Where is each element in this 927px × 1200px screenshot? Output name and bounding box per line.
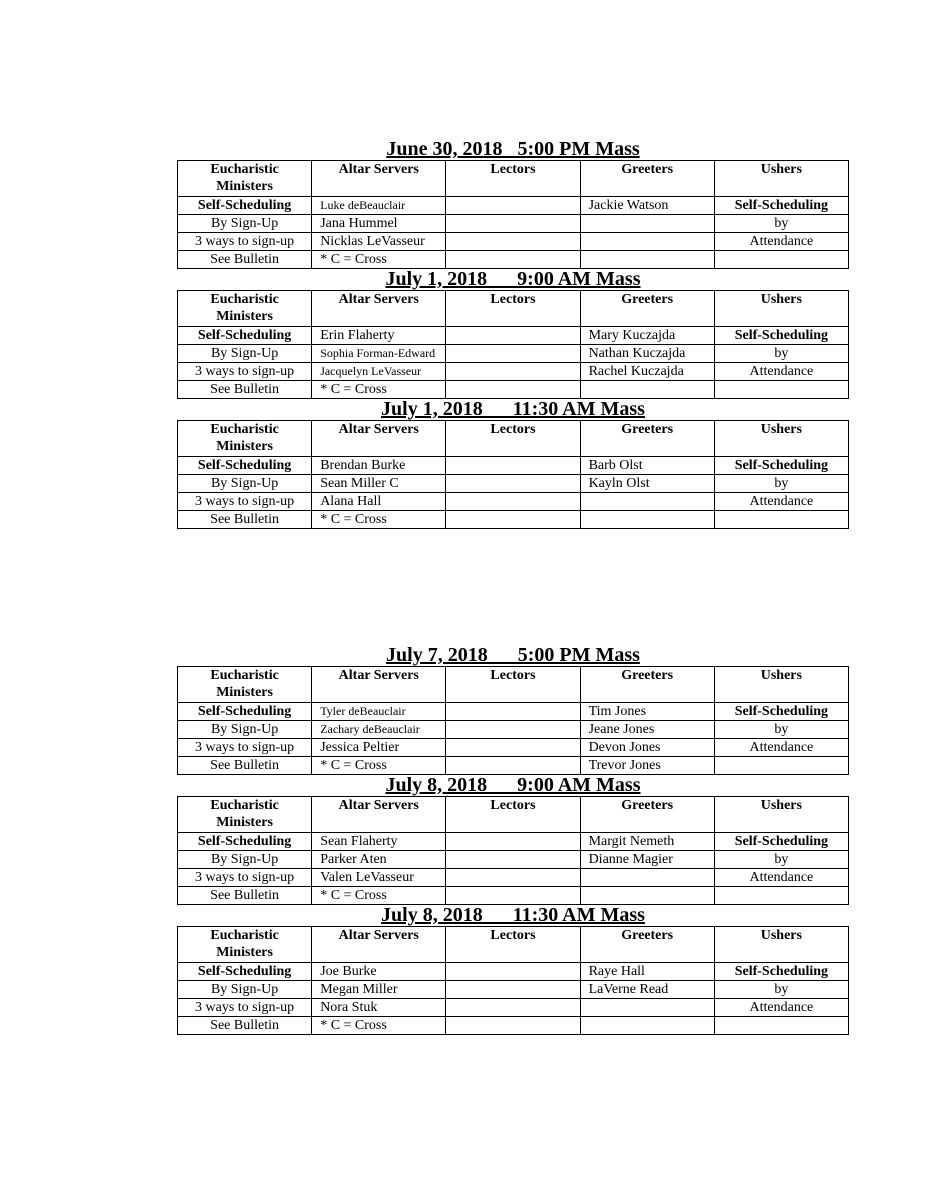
lector-cell <box>446 345 580 363</box>
header-eucharistic-ministers: Eucharistic Ministers <box>178 667 312 703</box>
em-cell: By Sign-Up <box>178 475 312 493</box>
table-row <box>178 493 849 511</box>
em-cell: Self-Scheduling <box>178 197 312 215</box>
usher-cell: Attendance <box>714 739 848 757</box>
altar-server-cell: Sean Miller C <box>312 475 446 493</box>
em-cell: Self-Scheduling <box>178 833 312 851</box>
altar-server-cell: Nora Stuk <box>312 999 446 1017</box>
altar-server-cell: Jacquelyn LeVasseur <box>312 363 446 381</box>
greeter-cell: Nathan Kuczajda <box>580 345 714 363</box>
altar-server-cell: Megan Miller <box>312 981 446 999</box>
table-row <box>178 963 849 981</box>
schedule-group-1 <box>177 139 849 529</box>
table-row <box>178 887 849 905</box>
header-greeters: Greeters <box>580 927 714 963</box>
altar-server-cell: Valen LeVasseur <box>312 869 446 887</box>
greeter-cell: Mary Kuczajda <box>580 327 714 345</box>
table-row <box>178 851 849 869</box>
schedule-table <box>177 420 849 529</box>
table-row <box>178 869 849 887</box>
greeter-cell <box>580 251 714 269</box>
mass-title: July 8, 2018 11:30 AM Mass <box>381 904 645 926</box>
lector-cell <box>446 493 580 511</box>
header-greeters: Greeters <box>580 161 714 197</box>
em-cell: Self-Scheduling <box>178 457 312 475</box>
header-lectors: Lectors <box>446 927 580 963</box>
header-row <box>178 927 849 963</box>
usher-cell: by <box>714 851 848 869</box>
usher-cell: Attendance <box>714 233 848 251</box>
table-row <box>178 721 849 739</box>
header-ushers: Ushers <box>714 797 848 833</box>
mass-block <box>177 905 849 1035</box>
header-ushers: Ushers <box>714 161 848 197</box>
header-ushers: Ushers <box>714 927 848 963</box>
schedule-table <box>177 290 849 399</box>
usher-cell <box>714 381 848 399</box>
em-cell: See Bulletin <box>178 251 312 269</box>
table-row <box>178 703 849 721</box>
em-cell: By Sign-Up <box>178 981 312 999</box>
lector-cell <box>446 887 580 905</box>
header-lectors: Lectors <box>446 667 580 703</box>
lector-cell <box>446 381 580 399</box>
greeter-cell: Jackie Watson <box>580 197 714 215</box>
header-altar-servers: Altar Servers <box>312 161 446 197</box>
em-cell: By Sign-Up <box>178 345 312 363</box>
header-altar-servers: Altar Servers <box>312 421 446 457</box>
header-row <box>178 291 849 327</box>
schedule-table <box>177 926 849 1035</box>
usher-cell: by <box>714 981 848 999</box>
usher-cell <box>714 757 848 775</box>
usher-cell: Self-Scheduling <box>714 833 848 851</box>
usher-cell <box>714 511 848 529</box>
em-cell: See Bulletin <box>178 511 312 529</box>
usher-cell: Self-Scheduling <box>714 963 848 981</box>
lector-cell <box>446 721 580 739</box>
usher-cell: Attendance <box>714 869 848 887</box>
lector-cell <box>446 251 580 269</box>
greeter-cell: Raye Hall <box>580 963 714 981</box>
header-row <box>178 667 849 703</box>
lector-cell <box>446 833 580 851</box>
em-cell: 3 ways to sign-up <box>178 233 312 251</box>
mass-block <box>177 139 849 269</box>
em-cell: 3 ways to sign-up <box>178 869 312 887</box>
altar-server-cell: * C = Cross <box>312 887 446 905</box>
altar-server-cell: Alana Hall <box>312 493 446 511</box>
mass-block <box>177 269 849 399</box>
em-cell: Self-Scheduling <box>178 327 312 345</box>
lector-cell <box>446 215 580 233</box>
altar-server-cell: Joe Burke <box>312 963 446 981</box>
lector-cell <box>446 703 580 721</box>
header-lectors: Lectors <box>446 291 580 327</box>
header-eucharistic-ministers: Eucharistic Ministers <box>178 291 312 327</box>
em-cell: See Bulletin <box>178 381 312 399</box>
usher-cell: by <box>714 345 848 363</box>
altar-server-cell: Jessica Peltier <box>312 739 446 757</box>
header-greeters: Greeters <box>580 667 714 703</box>
lector-cell <box>446 363 580 381</box>
usher-cell: by <box>714 475 848 493</box>
altar-server-cell: * C = Cross <box>312 381 446 399</box>
table-row <box>178 363 849 381</box>
schedule-table <box>177 160 849 269</box>
greeter-cell: LaVerne Read <box>580 981 714 999</box>
altar-server-cell: Parker Aten <box>312 851 446 869</box>
header-ushers: Ushers <box>714 421 848 457</box>
lector-cell <box>446 739 580 757</box>
usher-cell: by <box>714 721 848 739</box>
greeter-cell: Barb Olst <box>580 457 714 475</box>
lector-cell <box>446 475 580 493</box>
header-lectors: Lectors <box>446 421 580 457</box>
altar-server-cell: Tyler deBeauclair <box>312 703 446 721</box>
header-altar-servers: Altar Servers <box>312 291 446 327</box>
mass-block <box>177 399 849 529</box>
em-cell: See Bulletin <box>178 887 312 905</box>
altar-server-cell: * C = Cross <box>312 757 446 775</box>
altar-server-cell: Zachary deBeauclair <box>312 721 446 739</box>
altar-server-cell: * C = Cross <box>312 1017 446 1035</box>
altar-server-cell: Nicklas LeVasseur <box>312 233 446 251</box>
em-cell: Self-Scheduling <box>178 703 312 721</box>
schedule-group-2 <box>177 645 849 1035</box>
lector-cell <box>446 457 580 475</box>
lector-cell <box>446 511 580 529</box>
table-row <box>178 833 849 851</box>
greeter-cell: Jeane Jones <box>580 721 714 739</box>
altar-server-cell: * C = Cross <box>312 511 446 529</box>
greeter-cell: Margit Nemeth <box>580 833 714 851</box>
em-cell: By Sign-Up <box>178 721 312 739</box>
table-row <box>178 757 849 775</box>
altar-server-cell: Sophia Forman-Edward <box>312 345 446 363</box>
greeter-cell <box>580 887 714 905</box>
lector-cell <box>446 963 580 981</box>
em-cell: 3 ways to sign-up <box>178 739 312 757</box>
altar-server-cell: Jana Hummel <box>312 215 446 233</box>
table-row <box>178 233 849 251</box>
table-row <box>178 511 849 529</box>
altar-server-cell: Brendan Burke <box>312 457 446 475</box>
lector-cell <box>446 869 580 887</box>
header-row <box>178 421 849 457</box>
lector-cell <box>446 327 580 345</box>
mass-title: July 1, 2018 9:00 AM Mass <box>385 268 641 290</box>
lector-cell <box>446 197 580 215</box>
usher-cell <box>714 251 848 269</box>
greeter-cell: Dianne Magier <box>580 851 714 869</box>
usher-cell: by <box>714 215 848 233</box>
usher-cell: Attendance <box>714 999 848 1017</box>
mass-title: July 8, 2018 9:00 AM Mass <box>385 774 641 796</box>
usher-cell: Attendance <box>714 493 848 511</box>
greeter-cell: Tim Jones <box>580 703 714 721</box>
lector-cell <box>446 981 580 999</box>
table-row <box>178 345 849 363</box>
greeter-cell <box>580 511 714 529</box>
greeter-cell <box>580 999 714 1017</box>
greeter-cell <box>580 381 714 399</box>
table-row <box>178 457 849 475</box>
mass-title: June 30, 2018 5:00 PM Mass <box>386 138 640 160</box>
em-cell: 3 ways to sign-up <box>178 493 312 511</box>
table-row <box>178 1017 849 1035</box>
table-row <box>178 251 849 269</box>
header-eucharistic-ministers: Eucharistic Ministers <box>178 927 312 963</box>
altar-server-cell: Sean Flaherty <box>312 833 446 851</box>
lector-cell <box>446 757 580 775</box>
greeter-cell <box>580 869 714 887</box>
mass-block <box>177 645 849 775</box>
table-row <box>178 327 849 345</box>
header-eucharistic-ministers: Eucharistic Ministers <box>178 161 312 197</box>
header-greeters: Greeters <box>580 797 714 833</box>
mass-title: July 7, 2018 5:00 PM Mass <box>386 644 640 666</box>
lector-cell <box>446 1017 580 1035</box>
altar-server-cell: * C = Cross <box>312 251 446 269</box>
header-altar-servers: Altar Servers <box>312 927 446 963</box>
greeter-cell: Rachel Kuczajda <box>580 363 714 381</box>
em-cell: See Bulletin <box>178 1017 312 1035</box>
greeter-cell <box>580 1017 714 1035</box>
table-row <box>178 999 849 1017</box>
greeter-cell: Devon Jones <box>580 739 714 757</box>
table-row <box>178 381 849 399</box>
usher-cell: Self-Scheduling <box>714 703 848 721</box>
greeter-cell <box>580 215 714 233</box>
header-altar-servers: Altar Servers <box>312 667 446 703</box>
em-cell: By Sign-Up <box>178 215 312 233</box>
em-cell: Self-Scheduling <box>178 963 312 981</box>
header-greeters: Greeters <box>580 291 714 327</box>
usher-cell <box>714 887 848 905</box>
schedule-table <box>177 666 849 775</box>
usher-cell: Self-Scheduling <box>714 327 848 345</box>
table-row <box>178 981 849 999</box>
usher-cell: Self-Scheduling <box>714 197 848 215</box>
usher-cell <box>714 1017 848 1035</box>
greeter-cell: Trevor Jones <box>580 757 714 775</box>
header-lectors: Lectors <box>446 161 580 197</box>
greeter-cell: Kayln Olst <box>580 475 714 493</box>
header-row <box>178 161 849 197</box>
greeter-cell <box>580 493 714 511</box>
mass-title: July 1, 2018 11:30 AM Mass <box>381 398 645 420</box>
em-cell: 3 ways to sign-up <box>178 999 312 1017</box>
lector-cell <box>446 233 580 251</box>
header-altar-servers: Altar Servers <box>312 797 446 833</box>
header-ushers: Ushers <box>714 291 848 327</box>
em-cell: 3 ways to sign-up <box>178 363 312 381</box>
altar-server-cell: Luke deBeauclair <box>312 197 446 215</box>
lector-cell <box>446 999 580 1017</box>
usher-cell: Self-Scheduling <box>714 457 848 475</box>
lector-cell <box>446 851 580 869</box>
header-lectors: Lectors <box>446 797 580 833</box>
table-row <box>178 475 849 493</box>
table-row <box>178 739 849 757</box>
altar-server-cell: Erin Flaherty <box>312 327 446 345</box>
table-row <box>178 215 849 233</box>
em-cell: See Bulletin <box>178 757 312 775</box>
mass-block <box>177 775 849 905</box>
header-greeters: Greeters <box>580 421 714 457</box>
em-cell: By Sign-Up <box>178 851 312 869</box>
header-row <box>178 797 849 833</box>
table-row <box>178 197 849 215</box>
usher-cell: Attendance <box>714 363 848 381</box>
header-eucharistic-ministers: Eucharistic Ministers <box>178 421 312 457</box>
header-ushers: Ushers <box>714 667 848 703</box>
greeter-cell <box>580 233 714 251</box>
schedule-table <box>177 796 849 905</box>
header-eucharistic-ministers: Eucharistic Ministers <box>178 797 312 833</box>
